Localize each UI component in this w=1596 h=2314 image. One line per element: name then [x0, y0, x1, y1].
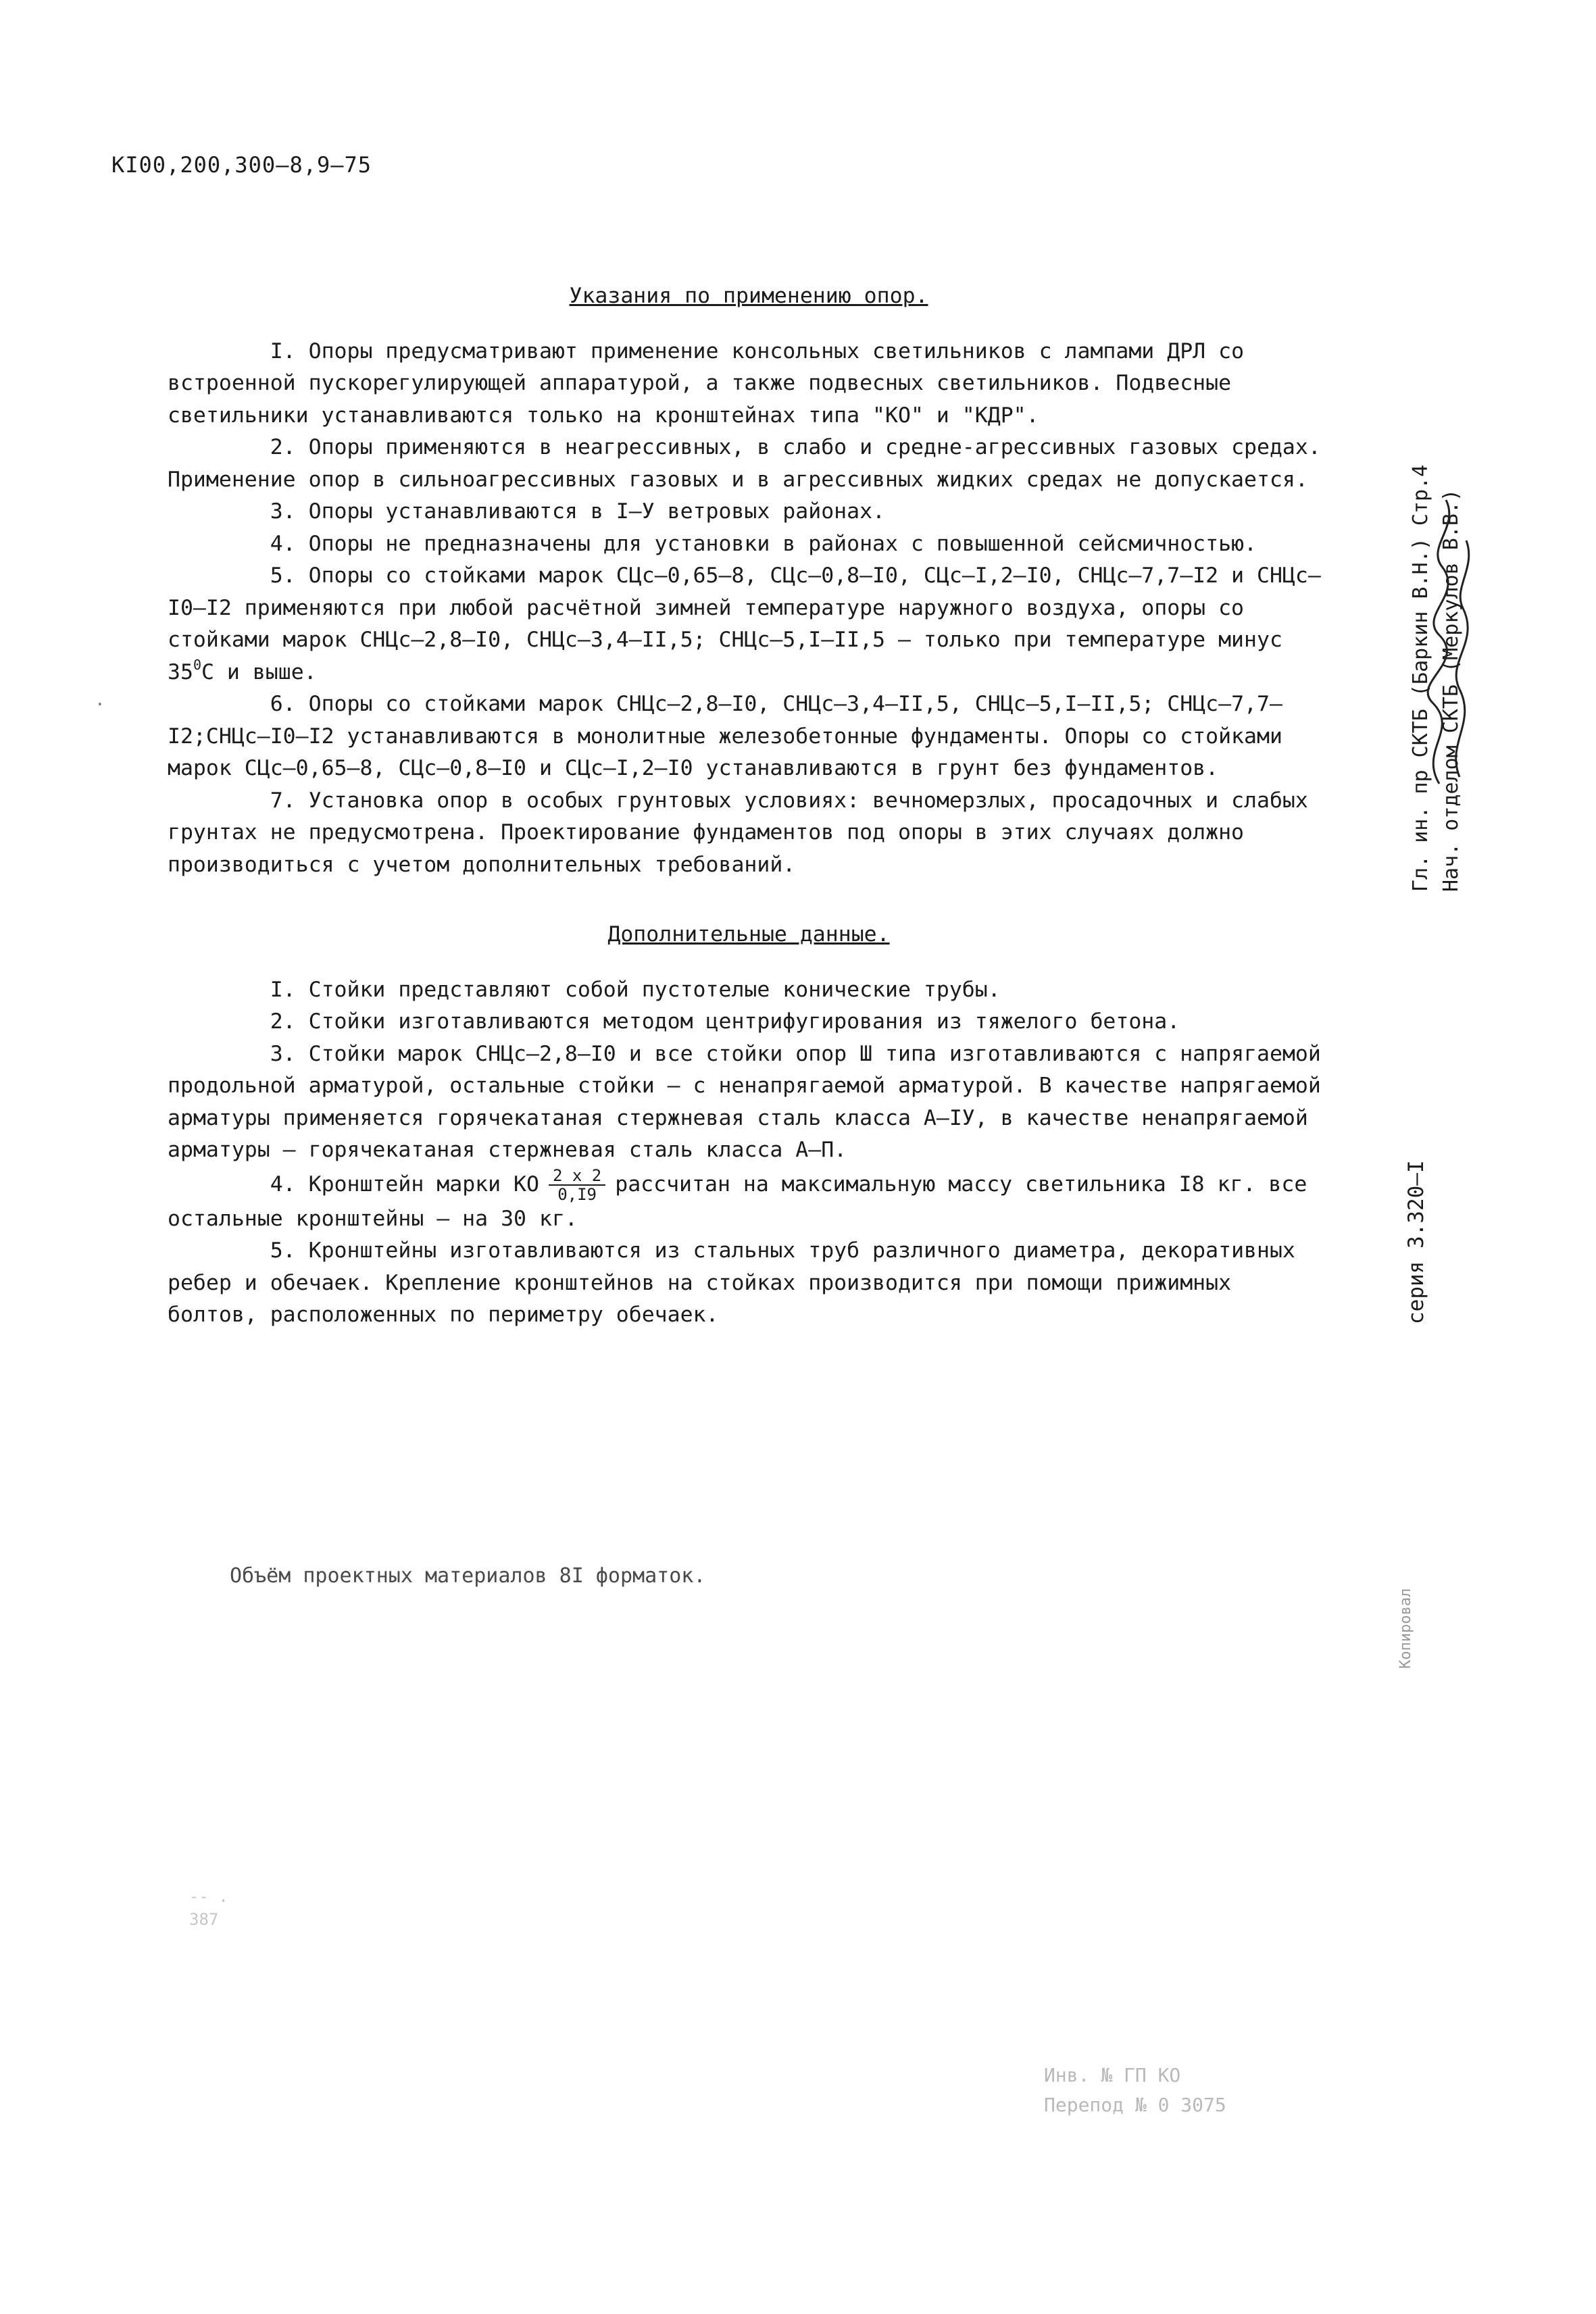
section-additional-data: [168, 919, 1334, 1332]
signature-mark: [1412, 459, 1487, 797]
paragraph-1: I. Опоры предусматривают применение консольных светильников с лампами ДРЛ со встроенной пускорегулирующей аппаратурой, а также подвесных светильников. Подвесные светильники устанавливаются только на кронштейнах типа "КО" и "КДР".: [168, 338, 1257, 428]
section-application-guidelines: [168, 280, 1334, 881]
title-block-line-2: Нач. отделом СКТБ (Меркулов В.В.): [1439, 488, 1463, 892]
paragraph-3: 3. Стойки марок СНЦс–2,8–I0 и все стойки опор Ш типа изготавливаются с напрягаемой продольной арматурой, остальные стойки – с ненапрягаемой арматурой. В качестве напрягаемой арматуры применяется горячекатаная стержневая сталь класса А–IУ, в качестве ненапрягаемой арматуры – горячекатаная стержневая сталь класса А–П.: [168, 1041, 1334, 1162]
section-title: Указания по применению опор.: [569, 284, 928, 308]
paragraph-3: 3. Опоры устанавливаются в I–У ветровых районах.: [270, 499, 886, 524]
paragraph-4: 4. Опоры не предназначены для установки в районах с повышенной сейсмичностью.: [270, 531, 1257, 556]
series-label: серия 3.320–I: [1404, 1160, 1428, 1324]
paragraph-6: 6. Опоры со стойками марок СНЦс–2,8–I0, СНЦс–3,4–II,5, СНЦс–5,I–II,5; СНЦс–7,7–I2;СНЦс–I0–I2 устанавливаются в монолитные железобетонные фундаменты. Опоры со стойками марок СЦс–0,65–8, СЦс–0,8–I0 и СЦс–I,2–I0 устанавливаются в грунт без фундаментов.: [168, 692, 1295, 780]
copied-mark: Копировал: [1397, 1588, 1414, 1669]
paragraph-5: 5. Кронштейны изготавливаются из стальных труб различного диаметра, декоративных ребер и обечаек. Крепление кронштейнов на стойках производится при помощи прижимных болтов, расположенных по периметру обечаек.: [168, 1238, 1308, 1327]
margin-dot: ·: [95, 695, 105, 715]
paragraph-4: 4. Кронштейн марки КО $\frac{2 х 2}{0,I9}$ рассчитан на максимальную массу светильника I8 кг. все остальные кронштейны – на 30 кг.: [168, 1165, 1320, 1231]
faint-marks: -- . 387: [189, 1887, 228, 1929]
bracket-fraction: $\frac{2 х 2}{0,I9}$: [549, 1167, 605, 1203]
paragraph-5: 5. Опоры со стойками марок СЦс–0,65–8, СЦс–0,8–I0, СЦс–I,2–I0, СНЦс–7,7–I2 и СНЦс–I0–I2 применяются при любой расчётной зимней температуре наружного воздуха, опоры со стойками марок СНЦс–2,8–I0, СНЦс–3,4–II,5; СНЦс–5,I–II,5 – только при температуре минус $35^0С$ и выше.: [168, 563, 1321, 684]
section-title: Дополнительные данные.: [607, 922, 890, 947]
title-block-line-1: Гл. ин. пр СКТБ (Баркин В.Н.) Стр.4: [1409, 464, 1432, 892]
paragraph-2: 2. Опоры применяются в неагрессивных, в слабо и средне-агрессивных газовых средах. Применение опор в сильноагрессивных газовых и в агрессивных жидких средах не допускается.: [168, 435, 1334, 492]
paragraph-7: 7. Установка опор в особых грунтовых условиях: вечномерзлых, просадочных и слабых грунтах не предусмотрена. Проектирование фундаментов под опоры в этих случаях должно производиться с учетом дополнительных требований.: [168, 788, 1321, 877]
paragraph-1: I. Стойки представляют собой пустотелые конические трубы.: [270, 977, 1001, 1002]
project-volume-note: Объём проектных материалов 8I форматок.: [230, 1564, 706, 1588]
degree-superscript: 0: [193, 656, 201, 673]
paragraph-2: 2. Стойки изготавливаются методом центрифугирования из тяжелого бетона.: [270, 1009, 1180, 1034]
inventory-stamp: Инв. № ГП КО Перепод № 0 3075: [1044, 2064, 1226, 2116]
document-code: КI00,200,300–8,9–75: [111, 152, 372, 178]
